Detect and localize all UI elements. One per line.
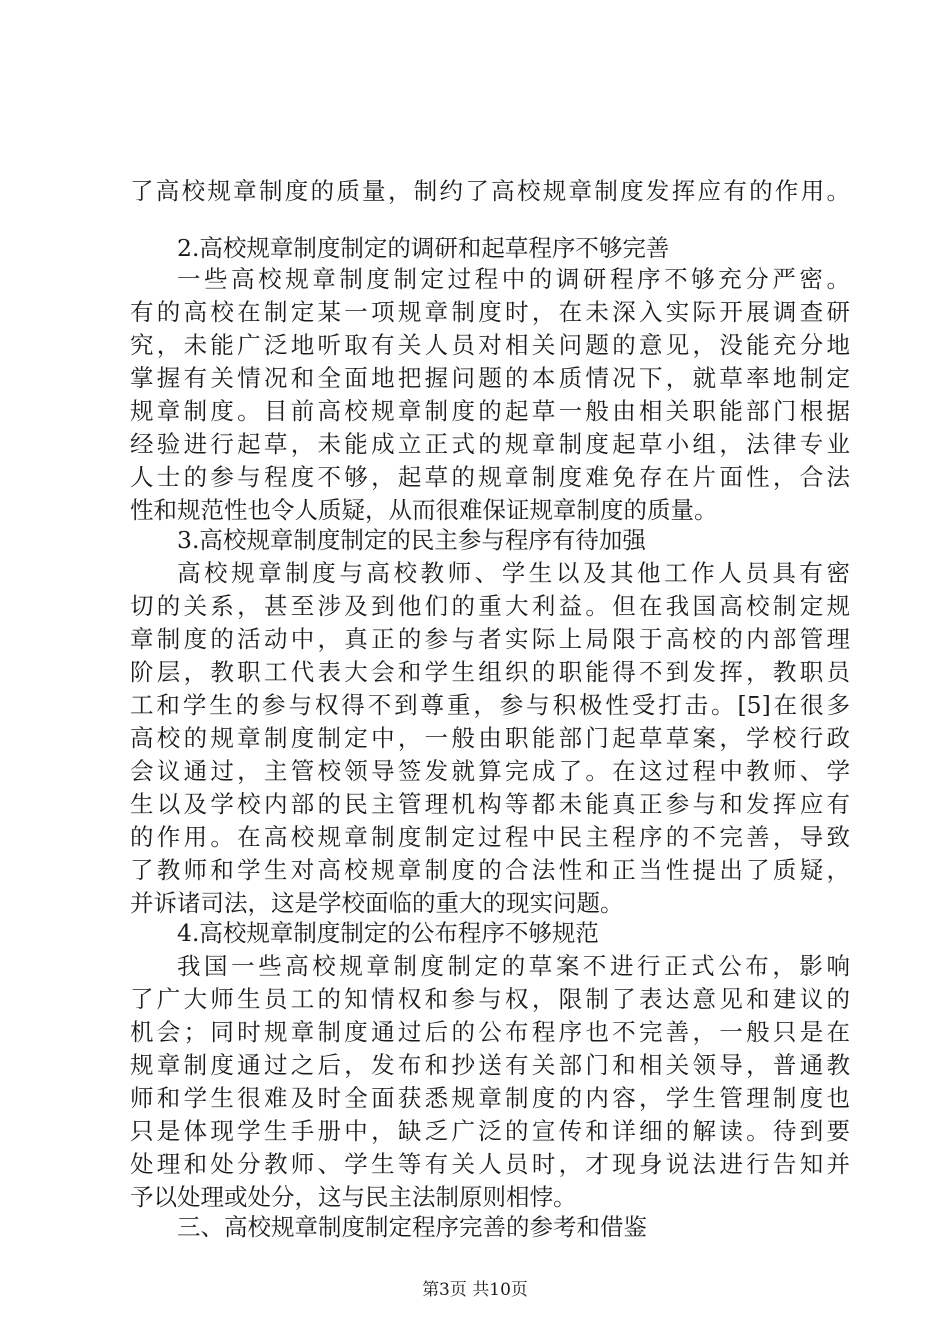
page-number-footer: 第3页 共10页	[422, 1280, 528, 1300]
body-text-line: 性和规范性也令人质疑，从而很难保证规章制度的质量。	[130, 496, 718, 524]
body-text-line: 规章制度。目前高校规章制度的起草一般由相关职能部门根据	[130, 397, 850, 425]
body-text-line: 高校的规章制度制定中，一般由职能部门起草草案，学校行政	[130, 724, 850, 752]
body-text-line: 会议通过，主管校领导签发就算完成了。在这过程中教师、学	[130, 757, 850, 785]
body-text-line: 予以处理或处分，这与民主法制原则相悖。	[130, 1183, 577, 1211]
body-text-line: 阶层，教职工代表大会和学生组织的职能得不到发挥，教职员	[130, 658, 850, 686]
body-text-line: 生以及学校内部的民主管理机构等都未能真正参与和发挥应有	[130, 790, 850, 818]
paragraph-first-line: 高校规章制度与高校教师、学生以及其他工作人员具有密	[177, 559, 850, 587]
section-heading: 3.高校规章制度制定的民主参与程序有待加强	[177, 526, 646, 554]
body-text-line: 切的关系，甚至涉及到他们的重大利益。但在我国高校制定规	[130, 592, 850, 620]
body-text-line: 了高校规章制度的质量，制约了高校规章制度发挥应有的作用。	[130, 177, 850, 205]
body-text-line: 并诉诸司法，这是学校面临的重大的现实问题。	[130, 889, 624, 917]
body-text-line: 掌握有关情况和全面地把握问题的本质情况下，就草率地制定	[130, 364, 850, 392]
body-text-line: 规章制度通过之后，发布和抄送有关部门和相关领导，普通教	[130, 1051, 850, 1079]
paragraph-first-line: 我国一些高校规章制度制定的草案不进行正式公布，影响	[177, 952, 850, 980]
body-text-line: 人士的参与程度不够，起草的规章制度难免存在片面性，合法	[130, 463, 850, 491]
body-text-line: 只是体现学生手册中，缺乏广泛的宣传和详细的解读。待到要	[130, 1117, 850, 1145]
body-text-line: 师和学生很难及时全面获悉规章制度的内容，学生管理制度也	[130, 1084, 850, 1112]
section-heading: 4.高校规章制度制定的公布程序不够规范	[177, 919, 599, 947]
body-text-line: 了教师和学生对高校规章制度的合法性和正当性提出了质疑，	[130, 856, 850, 884]
body-text-line: 了广大师生员工的知情权和参与权，限制了表达意见和建议的	[130, 985, 850, 1013]
body-text-line: 的作用。在高校规章制度制定过程中民主程序的不完善，导致	[130, 823, 850, 851]
body-text-line: 章制度的活动中，真正的参与者实际上局限于高校的内部管理	[130, 625, 850, 653]
body-text-line: 经验进行起草，未能成立正式的规章制度起草小组，法律专业	[130, 430, 850, 458]
section-heading: 三、高校规章制度制定程序完善的参考和借鉴	[177, 1213, 647, 1241]
section-heading: 2.高校规章制度制定的调研和起草程序不够完善	[177, 234, 670, 262]
body-text-line: 工和学生的参与权得不到尊重，参与积极性受打击。[5]在很多	[130, 691, 850, 719]
body-text-line: 处理和处分教师、学生等有关人员时，才现身说法进行告知并	[130, 1150, 850, 1178]
paragraph-first-line: 一些高校规章制度制定过程中的调研程序不够充分严密。	[177, 265, 850, 293]
body-text-line: 有的高校在制定某一项规章制度时，在未深入实际开展调查研	[130, 298, 850, 326]
body-text-line: 究，未能广泛地听取有关人员对相关问题的意见，没能充分地	[130, 331, 850, 359]
body-text-line: 机会；同时规章制度通过后的公布程序也不完善，一般只是在	[130, 1018, 850, 1046]
